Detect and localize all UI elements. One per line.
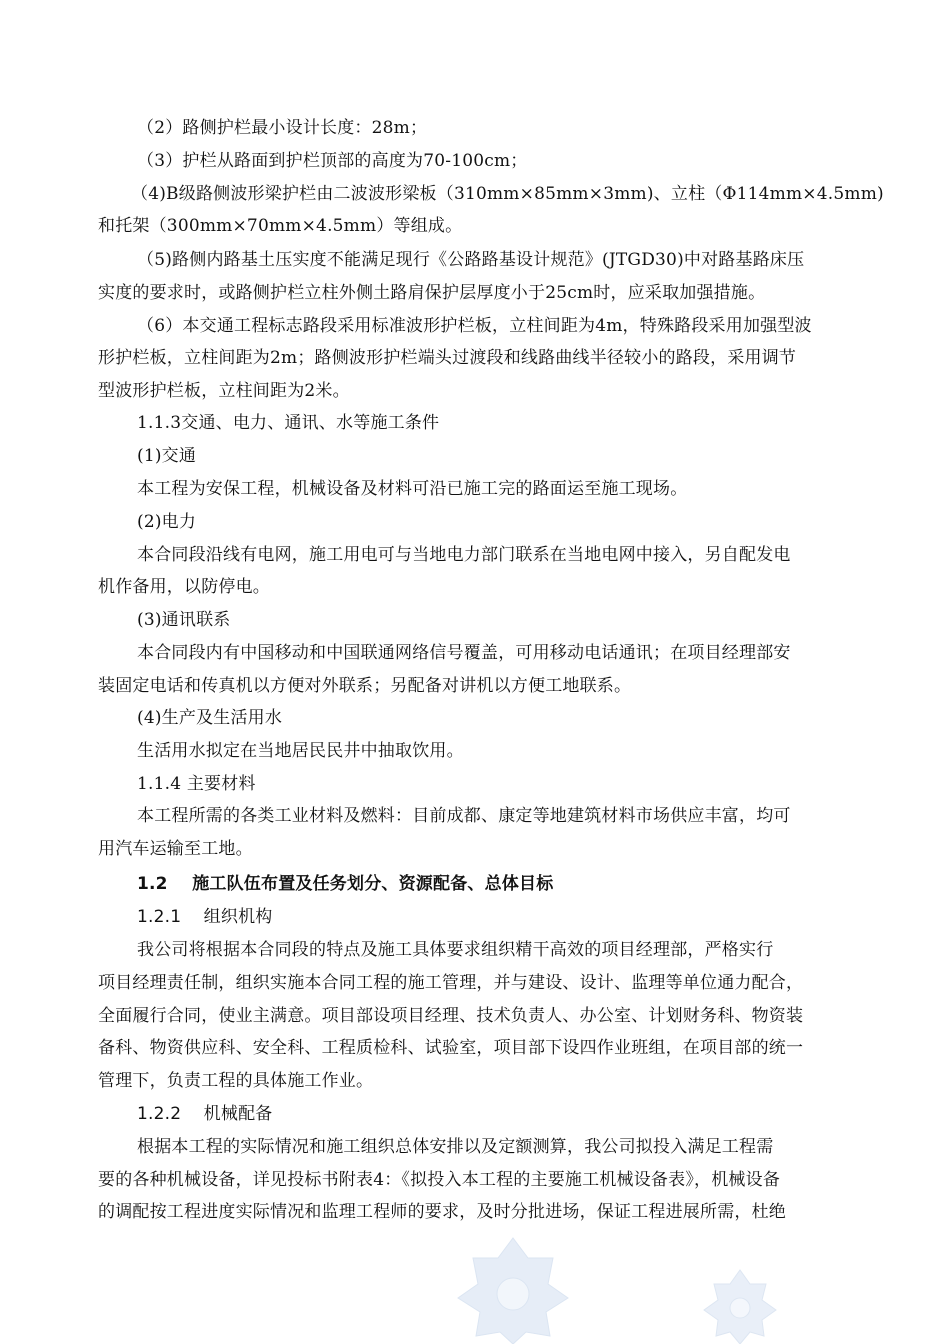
text-line: 本工程为安保工程，机械设备及材料可沿已施工完的路面运至施工现场。 [137,479,688,499]
text-line: 用汽车运输至工地。 [98,839,253,859]
text-line: 型波形护栏板，立柱间距为2米。 [98,381,350,401]
text-line: 装固定电话和传真机以方便对外联系；另配备对讲机以方便工地联系。 [98,676,632,696]
text-line: 和托架（300mm×70mm×4.5mm）等组成。 [98,216,463,236]
text-line: （3）护栏从路面到护栏顶部的高度为70-100cm； [137,151,528,171]
subheading: (2)电力 [137,512,197,532]
section-heading: 1.2.1 组织机构 [137,907,273,927]
text-line: （4)B级路侧波形梁护栏由二波波形梁板（310mm×85mm×3mm)、立柱（Φ114mm×4.5mm) [131,184,884,204]
text-line: （5)路侧内路基土压实度不能满足现行《公路路基设计规范》(JTGD30)中对路基路床压 [137,250,805,270]
text-line: 要的各种机械设备，详见投标书附表4：《拟投入本工程的主要施工机械设备表》，机械设备 [98,1170,781,1190]
subheading: (1)交通 [137,446,197,466]
text-line: 本合同段沿线有电网，施工用电可与当地电力部门联系在当地电网中接入，另自配发电 [137,545,791,565]
section-heading: 1.2.2 机械配备 [137,1104,273,1124]
text-line: 生活用水拟定在当地居民民井中抽取饮用。 [137,741,464,761]
text-line: 实度的要求时，或路侧护栏立柱外侧土路肩保护层厚度小于25cm时，应采取加强措施。 [98,283,766,303]
text-line: 形护栏板，立柱间距为2m；路侧波形护栏端头过渡段和线路曲线半径较小的路段，采用调节 [98,348,797,368]
text-line: 管理下，负责工程的具体施工作业。 [98,1071,374,1091]
text-line: 根据本工程的实际情况和施工组织总体安排以及定额测算，我公司拟投入满足工程需 [137,1137,774,1157]
section-heading: 1.1.4 主要材料 [137,774,256,794]
text-line: 全面履行合同，使业主满意。项目部设项目经理、技术负责人、办公室、计划财务科、物资装 [98,1006,804,1026]
text-line: 本工程所需的各类工业材料及燃料：目前成都、康定等地建筑材料市场供应丰富，均可 [137,806,791,826]
text-line: （2）路侧护栏最小设计长度：28m； [137,118,428,138]
text-line: 本合同段内有中国移动和中国联通网络信号覆盖，可用移动电话通讯；在项目经理部安 [137,643,791,663]
snowflake-watermark-icon [700,1268,780,1344]
snowflake-watermark-icon [448,1236,578,1344]
text-line: 我公司将根据本合同段的特点及施工具体要求组织精干高效的项目经理部，严格实行 [137,940,774,960]
text-line: 项目经理责任制，组织实施本合同工程的施工管理，并与建设、设计、监理等单位通力配合， [98,973,804,993]
chapter-heading: 1.2 施工队伍布置及任务划分、资源配备、总体目标 [137,874,554,894]
text-line: 备科、物资供应科、安全科、工程质检科、试验室，项目部下设四作业班组，在项目部的统一 [98,1038,804,1058]
section-heading: 1.1.3交通、电力、通讯、水等施工条件 [137,413,440,433]
subheading: (4)生产及生活用水 [137,708,283,728]
text-line: 机作备用，以防停电。 [98,577,270,597]
subheading: (3)通讯联系 [137,610,231,630]
text-line: 的调配按工程进度实际情况和监理工程师的要求，及时分批进场，保证工程进展所需，杜绝 [98,1202,786,1222]
text-line: （6）本交通工程标志路段采用标准波形护栏板，立柱间距为4m，特殊路段采用加强型波 [137,316,812,336]
